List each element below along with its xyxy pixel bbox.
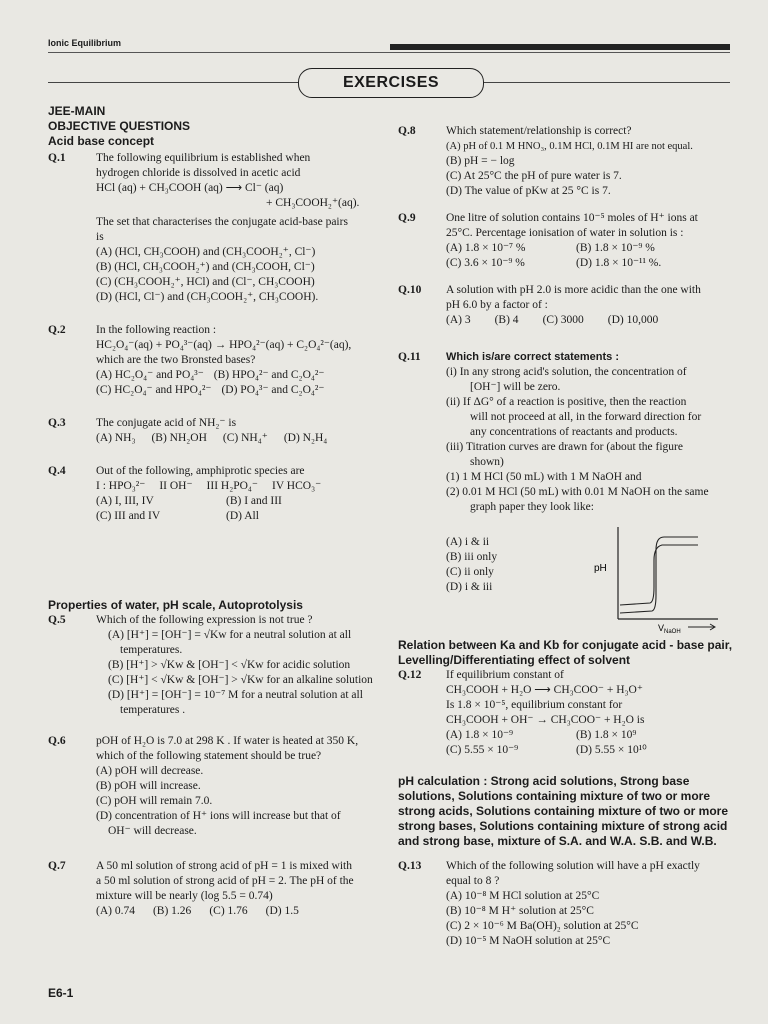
- question-number: Q.3: [48, 417, 66, 429]
- question-number: Q.6: [48, 735, 66, 747]
- option-c: (C) 1.76: [209, 905, 248, 917]
- ph-axis-label: pH: [594, 563, 607, 574]
- q2-text: which are the two Bronsted bases?: [96, 354, 256, 366]
- option-d: (D) 1.8 × 10⁻¹¹ %.: [576, 257, 662, 269]
- option-d: (D) 1.5: [265, 905, 299, 917]
- option-d: (D) All: [226, 510, 259, 522]
- option-c: (C) HC₂O₄⁻ and HPO₄²⁻: [96, 384, 212, 396]
- title-rule-right: [484, 82, 730, 83]
- q2-equation: HC₂O₄⁻(aq) + PO₄³⁻(aq) → HPO₄²⁻(aq) + C₂O₄²⁻(aq),: [96, 339, 352, 351]
- q10-text: A solution with pH 2.0 is more acidic than the one with: [446, 284, 701, 296]
- question-number: Q.10: [398, 284, 422, 296]
- question-3: [48, 416, 388, 446]
- question-number: Q.9: [398, 212, 416, 224]
- q12-text: If equilibrium constant of: [446, 669, 564, 681]
- left-column: [48, 104, 388, 524]
- q5-text: Which of the following expression is not true ?: [96, 614, 313, 626]
- question-12: [398, 668, 733, 758]
- option-c: (C) 3000: [542, 314, 584, 326]
- case-1: (1) 1 M HCl (50 mL) with 1 M NaOH and: [446, 471, 642, 483]
- q11-text: Which is/are correct statements :: [446, 351, 620, 363]
- option-b: (B) HPO₄²⁻ and C₂O₄²⁻: [213, 369, 325, 381]
- question-number: Q.5: [48, 614, 66, 626]
- case-2: (2) 0.01 M HCl (50 mL) with 0.01 M NaOH on the same: [446, 486, 709, 498]
- option-a: (A) i & ii: [446, 536, 490, 548]
- question-number: Q.4: [48, 465, 66, 477]
- q3-text: The conjugate acid of NH₂⁻ is: [96, 417, 237, 429]
- option-a: (A) 1.8 × 10⁻⁷ %: [446, 242, 526, 254]
- v-letter: V: [658, 623, 665, 633]
- q9-text: One litre of solution contains 10⁻⁵ moles of H⁺ ions at: [446, 212, 698, 224]
- option-c: (C) [H⁺] < √Kw & [OH⁻] > √Kw for an alkaline solution: [108, 674, 373, 686]
- question-number: Q.12: [398, 669, 422, 681]
- option-c: (C) 3.6 × 10⁻⁹ %: [446, 257, 525, 269]
- question-number: Q.1: [48, 152, 66, 164]
- question-number: Q.2: [48, 324, 66, 336]
- question-number: Q.13: [398, 860, 422, 872]
- statement-ii: (ii) If ΔG° of a reaction is positive, then the reaction: [446, 396, 687, 408]
- question-5: [48, 613, 393, 718]
- section-acid-base: Acid base concept: [48, 134, 155, 148]
- option-a: (A) pH of 0.1 M HNO₃, 0.1M HCl, 0.1M HI are not equal.: [446, 141, 693, 152]
- option-c: (C) (CH₃COOH₂⁺, HCl) and (Cl⁻, CH₃COOH): [96, 276, 315, 288]
- section-water-ph: Properties of water, pH scale, Autoprotolysis: [48, 598, 303, 612]
- left-column-lower: [48, 598, 393, 919]
- question-2: [48, 323, 388, 398]
- title-rule-left: [48, 82, 298, 83]
- titration-curve-figure: [590, 525, 720, 635]
- species-4: IV HCO₃⁻: [272, 480, 322, 492]
- option-c: (C) ii only: [446, 566, 494, 578]
- option-a: (A) HC₂O₄⁻ and PO₄³⁻: [96, 369, 204, 381]
- q6-text: which of the following statement should be true?: [96, 750, 322, 762]
- option-d: (D) PO₄³⁻ and C₂O₄²⁻: [221, 384, 325, 396]
- option-a: (A) NH₃: [96, 432, 136, 444]
- q1-text: The following equilibrium is established when: [96, 152, 311, 164]
- option-b: (B) NH₂OH: [151, 432, 207, 444]
- q12-text: Is 1.8 × 10⁻⁵, equilibrium constant for: [446, 699, 623, 711]
- option-c: (C) At 25°C the pH of pure water is 7.: [446, 170, 622, 182]
- option-b: (B) [H⁺] > √Kw & [OH⁻] < √Kw for acidic solution: [108, 659, 351, 671]
- question-number: Q.7: [48, 860, 66, 872]
- q1-text: hydrogen chloride is dissolved in acetic acid: [96, 167, 301, 179]
- q8-text: Which statement/relationship is correct?: [446, 125, 632, 137]
- section-ka-kb: Relation between Ka and Kb for conjugate acid - base pair, Levelling/Differentiating effect of solvent: [398, 638, 733, 667]
- q2-text: In the following reaction :: [96, 324, 217, 336]
- option-d: (D) [H⁺] = [OH⁻] = 10⁻⁷ M for a neutral solution at all: [108, 689, 363, 701]
- question-10: [398, 283, 733, 328]
- option-d: (D) i & iii: [446, 581, 493, 593]
- objective-heading: OBJECTIVE QUESTIONS: [48, 119, 191, 133]
- question-9: [398, 211, 733, 271]
- q12-equation: CH₃COOH + OH⁻ → CH₃COO⁻ + H₂O is: [446, 714, 645, 726]
- right-column-lower: [398, 638, 733, 949]
- option-d: (D) 5.55 × 10¹⁰: [576, 744, 647, 756]
- option-b: (B) 10⁻⁸ M H⁺ solution at 25°C: [446, 905, 594, 917]
- running-header: Ionic Equilibrium: [48, 38, 122, 48]
- page-number: E6-1: [48, 986, 74, 1000]
- q13-text: Which of the following solution will have a pH exactly: [446, 860, 700, 872]
- question-7: [48, 859, 393, 919]
- species-2: II OH⁻: [159, 480, 193, 492]
- question-number: Q.8: [398, 125, 416, 137]
- option-a: (A) pOH will decrease.: [96, 765, 204, 777]
- option-c: (C) III and IV: [96, 510, 161, 522]
- statement-ii-cont: any concentrations of reactants and products.: [470, 426, 678, 438]
- option-b: (B) pOH will increase.: [96, 780, 201, 792]
- section-ph-calc: pH calculation : Strong acid solutions, Strong base solutions, Solutions containing mixture of two or more strong acids, Solutions containing mixture of two or more strong bases, Solutions containing mixture of strong acid and strong base, mixture of S.A. and W.A. S.B. and W.B.: [398, 774, 729, 848]
- header-rule: [48, 52, 730, 53]
- option-d-cont: OH⁻ will decrease.: [108, 825, 197, 837]
- option-b: (B) pH = − log: [446, 155, 515, 167]
- q1-equation: + CH₃COOH₂⁺(aq).: [266, 197, 360, 209]
- species-1: I : HPO₃²⁻: [96, 480, 146, 492]
- option-a-cont: temperatures.: [120, 644, 183, 656]
- option-a: (A) 3: [446, 314, 471, 326]
- option-d-cont: temperatures .: [120, 704, 186, 716]
- option-c: (C) 2 × 10⁻⁶ M Ba(OH)₂ solution at 25°C: [446, 920, 639, 932]
- option-c: (C) NH₄⁺: [222, 432, 268, 444]
- species-3: III H₂PO₄⁻: [206, 480, 258, 492]
- question-1: [48, 151, 388, 305]
- option-a: (A) 0.74: [96, 905, 135, 917]
- option-a: (A) I, III, IV: [96, 495, 154, 507]
- question-13: [398, 859, 733, 949]
- q1-text: is: [96, 231, 104, 243]
- q7-text: mixture will be nearly (log 5.5 = 0.74): [96, 890, 273, 902]
- option-a: (A) (HCl, CH₃COOH) and (CH₃COOH₂⁺, Cl⁻): [96, 246, 316, 258]
- q12-equation: CH₃COOH + H₂O ⟶ CH₃COO⁻ + H₃O⁺: [446, 684, 643, 696]
- option-d: (D) concentration of H⁺ ions will increase but that of: [96, 810, 341, 822]
- option-b: (B) 1.8 × 10⁹: [576, 729, 637, 741]
- v-subscript: NaOH: [664, 629, 681, 635]
- option-b: (B) (HCl, CH₃COOH₂⁺) and (CH₃COOH, Cl⁻): [96, 261, 315, 273]
- statement-ii-cont: will not proceed at all, in the forward direction for: [470, 411, 702, 423]
- option-b: (B) 1.26: [152, 905, 192, 917]
- exercises-title: EXERCISES: [298, 68, 484, 98]
- question-6: [48, 734, 393, 839]
- question-8: [398, 124, 733, 199]
- question-number: Q.11: [398, 351, 421, 363]
- statement-i-cont: [OH⁻] will be zero.: [470, 381, 561, 393]
- q4-text: Out of the following, amphiprotic species are: [96, 465, 305, 477]
- q1-equation: HCl (aq) + CH₃COOH (aq) ⟶ Cl⁻ (aq): [96, 182, 284, 194]
- q7-text: A 50 ml solution of strong acid of pH = 1 is mixed with: [96, 860, 352, 872]
- q7-text: a 50 ml solution of strong acid of pH = 2. The pH of the: [96, 875, 354, 887]
- option-d: (D) 10⁻⁵ M NaOH solution at 25°C: [446, 935, 611, 947]
- v-axis-label: [658, 623, 681, 635]
- statement-iii-cont: shown): [470, 456, 504, 468]
- case-2-cont: graph paper they look like:: [470, 501, 594, 513]
- option-b: (B) iii only: [446, 551, 498, 563]
- q6-text: pOH of H₂O is 7.0 at 298 K . If water is heated at 350 K,: [96, 735, 359, 747]
- question-4: [48, 464, 388, 524]
- statement-iii: (iii) Titration curves are drawn for (about the figure: [446, 441, 683, 453]
- option-a: (A) 1.8 × 10⁻⁹: [446, 729, 514, 741]
- q9-text: 25°C. Percentage ionisation of water in solution is :: [446, 227, 684, 239]
- jee-main-heading: JEE-MAIN: [48, 104, 106, 118]
- option-d: (D) 10,000: [607, 314, 659, 326]
- statement-i: (i) In any strong acid's solution, the concentration of: [446, 366, 687, 378]
- option-d: (D) N₂H₄: [283, 432, 328, 444]
- option-d: (D) (HCl, Cl⁻) and (CH₃COOH₂⁺, CH₃COOH).: [96, 291, 319, 303]
- q1-text: The set that characterises the conjugate acid-base pairs: [96, 216, 348, 228]
- q13-text: equal to 8 ?: [446, 875, 500, 887]
- option-b: (B) 4: [494, 314, 519, 326]
- option-c: (C) pOH will remain 7.0.: [96, 795, 213, 807]
- header-bar: [390, 44, 730, 50]
- option-b: (B) 1.8 × 10⁻⁹ %: [576, 242, 655, 254]
- option-b: (B) I and III: [226, 495, 282, 507]
- option-a: (A) [H⁺] = [OH⁻] = √Kw for a neutral solution at all: [108, 629, 352, 641]
- q10-text: pH 6.0 by a factor of :: [446, 299, 548, 311]
- option-d: (D) The value of pKw at 25 °C is 7.: [446, 185, 611, 197]
- option-c: (C) 5.55 × 10⁻⁹: [446, 744, 519, 756]
- option-a: (A) 10⁻⁸ M HCl solution at 25°C: [446, 890, 600, 902]
